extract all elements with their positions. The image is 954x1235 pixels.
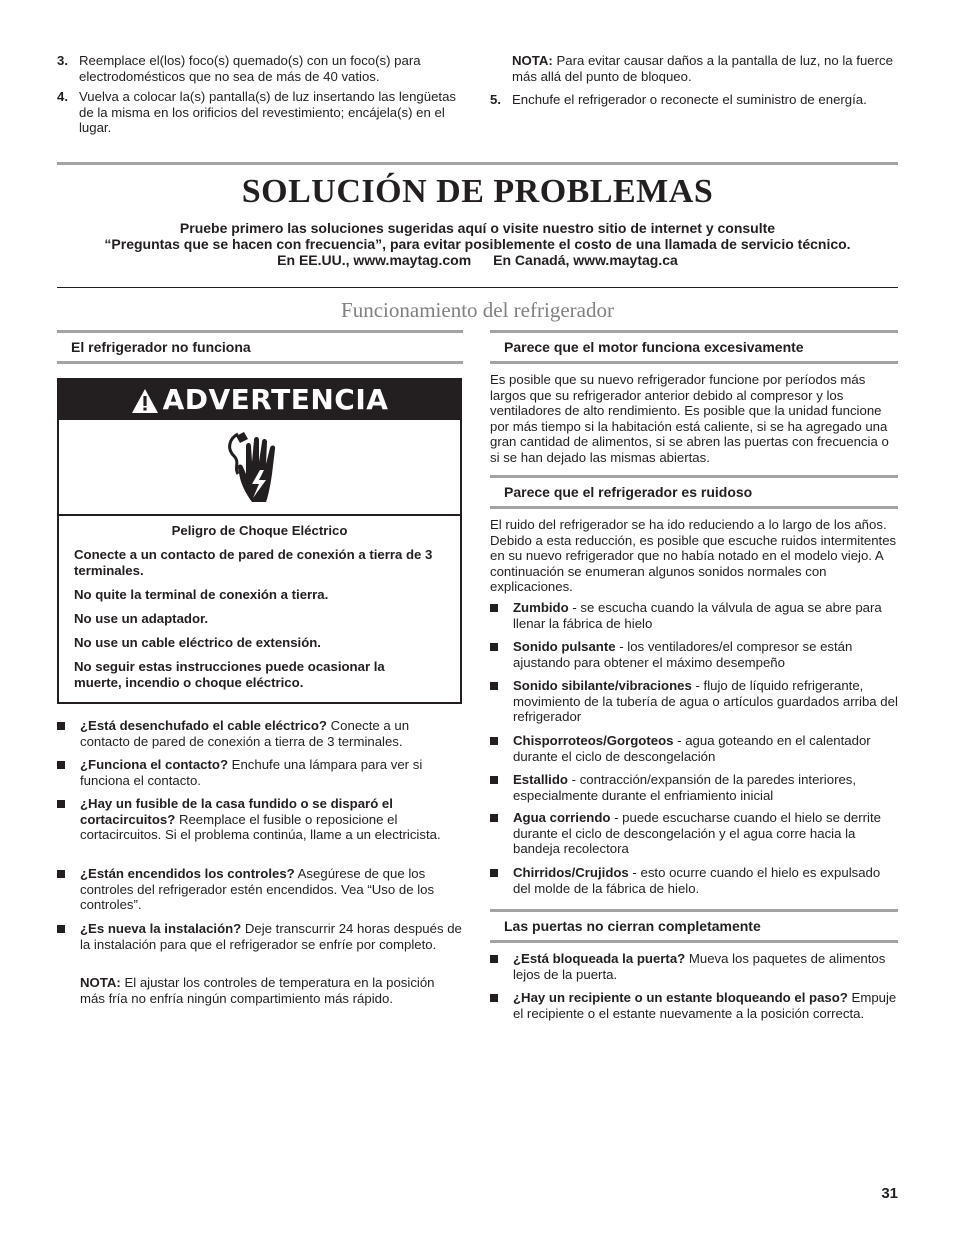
divider xyxy=(57,162,898,165)
list-item: Sonido sibilante/vibraciones - flujo de líquido refrigerante, movimiento de la tubería de agua o artículos guardados arriba del refrigerador xyxy=(490,678,898,725)
list-item: ¿Está desenchufado el cable eléctrico? Conecte a un contacto de pared de conexión a tierra de 3 terminales. xyxy=(57,718,462,749)
list-item: ¿Hay un fusible de la casa fundido o se disparó el cortacircuitos? Reemplace el fusible o reposicione el cortacircuitos. Si el problema continúa, llame a un electricista. xyxy=(57,796,462,843)
section-title: Funcionamiento del refrigerador xyxy=(341,298,614,322)
step-text: Enchufe el refrigerador o reconecte el suministro de energía. xyxy=(512,92,867,107)
list-item: ¿Funciona el contacto? Enchufe una lámpara para ver si funciona el contacto. xyxy=(57,757,462,788)
warning-box xyxy=(57,378,462,704)
warning-title: ADVERTENCIA xyxy=(162,383,389,416)
intro-text xyxy=(57,220,898,268)
bullet-square xyxy=(490,643,498,651)
bullet-square xyxy=(57,870,65,878)
heading-puertas: Las puertas no cierran completamente xyxy=(490,909,898,943)
bullet-square xyxy=(490,994,498,1002)
warning-line: No use un cable eléctrico de extensión. xyxy=(74,635,321,650)
list-item: Estallido - contracción/expansión de la paredes interiores, especialmente durante el enfriamiento inicial xyxy=(490,772,898,803)
noise-paragraph: El ruido del refrigerador se ha ido reduciendo a lo largo de los años. Debido a esta reducción, es posible que escuche ruidos intermitentes en su nuevo refrigerador que no había notado en el modelo viejo. A continuación se enumeran algunos sonidos normales con explicaciones. xyxy=(490,517,897,595)
list-item: Zumbido - se escucha cuando la válvula de agua se abre para llenar la fábrica de hielo xyxy=(490,600,898,631)
motor-paragraph: Es posible que su nuevo refrigerador funcione por períodos más largos que su refrigerador anterior debido al compresor y los ventiladores de alto rendimiento. Es posible que la unidad funcione por más tiempo si la habitación está caliente, si se ha agregado una gran cantidad de alimentos, si se abren las puertas con frecuencia o si se han dejado las mismas abiertas. xyxy=(490,372,889,465)
step-4 xyxy=(57,89,462,136)
list-item: ¿Hay un recipiente o un estante bloqueando el paso? Empuje el recipiente o el estante nuevamente a la posición correcta. xyxy=(490,990,898,1021)
warning-line: No use un adaptador. xyxy=(74,611,209,626)
step-nota xyxy=(490,53,898,84)
site-ca: En Canadá, www.maytag.ca xyxy=(493,252,678,268)
warning-line: No seguir estas instrucciones puede ocasionar la muerte, incendio o choque eléctrico. xyxy=(74,659,385,690)
left-nota: NOTA: El ajustar los controles de temperatura en la posición más fría no enfría ningún compartimiento más rápido. xyxy=(80,975,435,1006)
warning-header xyxy=(59,380,460,420)
bullet-square xyxy=(490,682,498,690)
heading-ruidoso: Parece que el refrigerador es ruidoso xyxy=(490,475,898,509)
bullet-square xyxy=(490,814,498,822)
step-number: 4. xyxy=(57,89,68,104)
step-number: 5. xyxy=(490,92,501,107)
bullet-square xyxy=(57,925,65,933)
step-number: 3. xyxy=(57,53,68,68)
list-item: Agua corriendo - puede escucharse cuando el hielo se derrite durante el ciclo de descongelación y el agua corre hacia la bandeja recolectora xyxy=(490,810,898,857)
bullet-square xyxy=(490,955,498,963)
list-item: ¿Es nueva la instalación? Deje transcurrir 24 horas después de la instalación para que el refrigerador se enfríe por completo. xyxy=(57,921,462,952)
warning-body xyxy=(59,523,460,691)
heading-motor: Parece que el motor funciona excesivamente xyxy=(490,330,898,364)
step-text: Vuelva a colocar la(s) pantalla(s) de luz insertando las lengüetas de la misma en los orificios del revestimiento; encájela(s) en el lugar. xyxy=(79,89,457,136)
list-item: Sonido pulsante - los ventiladores/el compresor se están ajustando para obtener el máximo desempeño xyxy=(490,639,898,670)
site-us: En EE.UU., www.maytag.com xyxy=(277,252,472,268)
warning-subtitle: Peligro de Choque Eléctrico xyxy=(171,523,348,538)
nota-label: NOTA: xyxy=(512,53,553,68)
intro-line-2: “Preguntas que se hacen con frecuencia”, para evitar posiblemente el costo de una llamada de servicio técnico. xyxy=(104,236,851,252)
page-title: SOLUCIÓN DE PROBLEMAS xyxy=(241,173,714,210)
bullet-square xyxy=(57,800,65,808)
intro-line-1: Pruebe primero las soluciones sugeridas aquí o visite nuestro sitio de internet y consulte xyxy=(179,220,776,236)
electric-shock-hand-icon xyxy=(224,430,294,506)
page-number: 31 xyxy=(881,1185,898,1202)
list-item: ¿Está bloqueada la puerta? Mueva los paquetes de alimentos lejos de la puerta. xyxy=(490,951,898,982)
step-3 xyxy=(57,53,462,84)
step-text: Reemplace el(los) foco(s) quemado(s) con un foco(s) para electrodomésticos que no sea de más de 40 vatios. xyxy=(79,53,421,84)
step-5 xyxy=(490,92,898,108)
bullet-square xyxy=(57,761,65,769)
list-item: Chisporroteos/Gorgoteos - agua goteando en el calentador durante el ciclo de descongelación xyxy=(490,733,898,764)
bullet-square xyxy=(490,776,498,784)
list-item: Chirridos/Crujidos - esto ocurre cuando el hielo es expulsado del molde de la fábrica de hielo. xyxy=(490,865,898,896)
warning-line: Conecte a un contacto de pared de conexión a tierra de 3 terminales. xyxy=(74,547,433,578)
bullet-square xyxy=(490,737,498,745)
bullet-square xyxy=(490,869,498,877)
warning-triangle-icon xyxy=(131,388,159,414)
list-item: ¿Están encendidos los controles? Asegúrese de que los controles del refrigerador estén encendidos. Vea “Uso de los controles”. xyxy=(57,866,462,913)
warning-line: No quite la terminal de conexión a tierra. xyxy=(74,587,329,602)
bullet-square xyxy=(490,604,498,612)
heading-no-funciona: El refrigerador no funciona xyxy=(57,330,463,364)
bullet-square xyxy=(57,722,65,730)
nota-text: Para evitar causar daños a la pantalla de luz, no la fuerce más allá del punto de bloqueo. xyxy=(512,53,893,84)
divider xyxy=(57,287,898,288)
